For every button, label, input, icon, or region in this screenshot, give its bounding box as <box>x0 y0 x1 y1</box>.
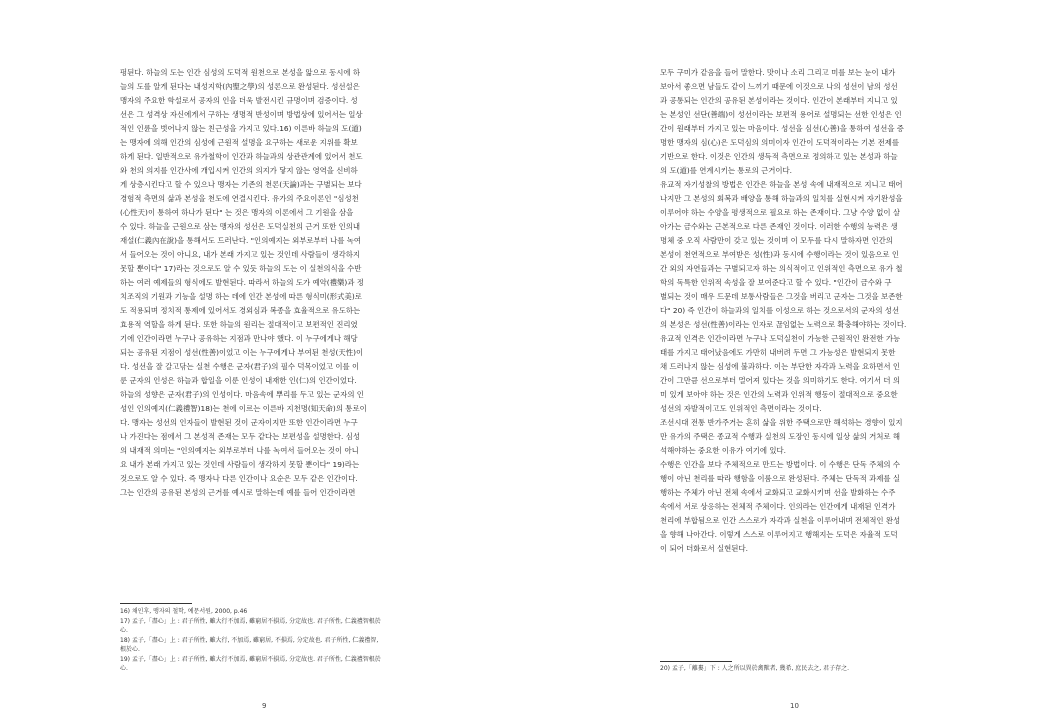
right-footnotes <box>660 664 960 674</box>
text-line: 못할 뿐이다" 17)라는 것으로도 알 수 있듯 하늘의 도는 이 실천의식을 수반 <box>120 264 362 273</box>
text-line: 채 드러나지 않는 심성에 불과하다. 이는 부단한 자각과 노력을 요하면서 인 <box>660 362 901 371</box>
text-line: 기반으로 한다. 이것은 인간의 생득적 측면으로 정의하고 있는 본성과 하늘 <box>660 152 898 161</box>
footnote: 16) 채인후, 맹자의 철학, 예문서원, 2000, p.46 <box>120 608 248 615</box>
text-line: 하게 된다. 일반적으로 유가철학이 인간과 하늘과의 상관관계에 있어서 천도 <box>120 152 363 161</box>
text-line: 효용적 역할을 하게 된다. 또한 하늘의 원리는 절대적이고 보편적인 진리였 <box>120 320 358 329</box>
text-line: 도 적용되며 정치적 통제에 있어서도 경외심과 복종을 효율적으로 유도하는 <box>120 306 361 315</box>
text-line: 치조직의 기원과 기능을 설명 하는 데에 인간 본성에 따른 형식미(形式美)로 <box>120 292 362 301</box>
text-line: 서 들어오는 것이 아니요, 내가 본래 가지고 있는 것인데 사람들이 생각하지 <box>120 250 361 259</box>
footnote: 根於心. <box>120 646 140 653</box>
left-body-text <box>120 66 410 500</box>
right-footnote-rule <box>660 661 732 662</box>
footnote: 心. <box>120 627 128 634</box>
text-line: 는 본성인 선단(善端)이 성선이라는 보편적 용어로 설명되는 선한 인성은 인 <box>660 110 902 119</box>
text-line: 태를 가지고 태어났음에도 가만히 내버려 두면 그 가능성은 발현되지 못한 <box>660 348 896 357</box>
text-line: 간 외의 자연들과는 구별되고자 하는 의식적이고 인위적인 측면으로 유가 철 <box>660 264 903 273</box>
text-line: 간이 원래부터 가지고 있는 마음이다. 성선을 심선(心善)을 통하여 성선을 증 <box>660 124 904 133</box>
text-line: 의 내재적 의미는 "인의예지는 외부로부터 나를 녹여서 들어오는 것이 아니 <box>120 446 359 455</box>
text-line: 맹자의 주요한 학설로서 공자의 인을 더욱 발전시킨 규명이며 검증이다. 성 <box>120 96 358 105</box>
footnote: 20) 孟子,「離婁」下 : 人之所以異於禽獸者, 幾希, 庶民去之, 君子存之. <box>660 665 849 672</box>
text-line: 와 천의 의지를 인간사에 개입시켜 인간의 의지가 닿지 않는 영역을 신비하 <box>120 166 358 175</box>
text-line: 선은 그 성격상 자신에게서 구하는 생명적 반성이며 방법상에 있어서는 일상 <box>120 110 363 119</box>
text-line: 과 공통되는 인간의 공유된 본성이라는 것이다. 인간이 본래부터 지니고 있 <box>660 96 898 105</box>
text-line: 다. 맹자는 성선의 인자들이 발현된 것이 군자이지만 또한 인간이라면 누구 <box>120 418 358 427</box>
text-line: 만 유가의 주택은 종교적 수행과 실천의 도장인 동시에 일상 삶의 거처로 해 <box>660 432 901 441</box>
text-line: 수 있다. 하늘을 근원으로 삼는 맹자의 성선은 도덕실천의 근거 또한 인의내 <box>120 222 361 231</box>
left-footnotes <box>120 607 420 674</box>
right-page <box>530 0 1061 723</box>
text-line: 성인 인의예지(仁義禮智)18)는 천에 이르는 이른바 지천명(知天命)의 통로이 <box>120 404 367 413</box>
text-line: 을 향해 나아간다. 이렇게 스스로 이루어지고 행해지는 도덕은 자율적 도덕 <box>660 530 898 539</box>
text-line: 유교적 인격은 인간이라면 누구나 도덕실천이 가능한 근원적인 완전한 가능 <box>660 334 901 343</box>
text-line: 조선시대 전통 반가주거는 흔히 삶을 위한 주택으로만 해석하는 경향이 있지 <box>660 418 903 427</box>
text-line: 룬 군자의 인성은 하늘과 합일을 이룬 인성이 내재한 인(仁)의 인간이었다. <box>120 376 357 385</box>
text-line: 나지만 그 본성의 회복과 배양을 통해 하늘과의 일치를 실현시켜 자기완성을 <box>660 194 903 203</box>
text-line: 학의 독특한 인위적 속성을 잘 보여준다고 할 수 있다. "인간이 금수와 구 <box>660 278 892 287</box>
footnote: 19) 孟子,「盡心」上 : 君子所性, 雖大行不加焉, 雖窮居不損焉, 分定故也. 君子所性, 仁義禮智根於 <box>120 655 381 663</box>
text-line: 수행은 인간을 보다 주체적으로 만드는 방법이다. 이 수행은 단독 주체의 수 <box>660 460 901 469</box>
text-line: 다. 성선을 잘 갈고닦는 실천 수행은 군자(君子)의 필수 덕목이었고 이를 이 <box>120 362 360 371</box>
text-line: 경험적 측면의 삶과 본성을 천도에 연결시킨다. 유가의 주요이론인 "심성천 <box>120 194 359 203</box>
text-line: 모두 구미가 같음을 들어 말한다. 맛이나 소리 그리고 미를 보는 눈이 내가 <box>660 68 896 77</box>
text-line: 석해야하는 중요한 이유가 여기에 있다. <box>660 446 786 455</box>
text-line: 는 맹자에 의해 인간의 심성에 근원적 설명을 요구하는 새로운 지위를 확보 <box>120 138 358 147</box>
text-line: 속에서 서로 상응하는 전체적 주체이다. 인의라는 인간에게 내재된 인격가 <box>660 502 896 511</box>
page-number-left: 9 <box>262 702 267 710</box>
text-line: 미 있게 보아야 하는 것은 인간의 노력과 인위적 행동이 절대적으로 중요한 <box>660 390 898 399</box>
right-body-text <box>660 66 950 556</box>
text-line: 행이 아닌 천리를 따라 행함을 이룸으로 완성된다. 주체는 단독적 과제를 실 <box>660 474 901 483</box>
text-line: 이루어야 하는 수양을 평생적으로 필요로 하는 존재이다. 그냥 수양 없이 살 <box>660 208 901 217</box>
left-page <box>0 0 530 723</box>
text-line: 요 내가 본래 가지고 있는 것인데 사람들이 생각하지 못할 뿐이다" 19)라는 <box>120 460 360 469</box>
footnote: 心. <box>120 665 128 672</box>
text-line: 되는 공유된 지점이 성선(性善)이었고 이는 누구에게나 부여된 천성(天性)이 <box>120 348 364 357</box>
text-line: 본성이 천연적으로 부여받은 성(性)과 동시에 수행이라는 것이 있음으로 인 <box>660 250 899 259</box>
text-line: 펑된다. 하늘의 도는 인간 심성의 도덕적 원천으로 본성을 앎으로 동시에 하 <box>120 68 361 77</box>
text-line: 하는 여러 예제들의 형식에도 발현된다. 따라서 하늘의 도가 예악(禮樂)과 정 <box>120 278 364 287</box>
page-number-right: 10 <box>790 702 799 710</box>
text-line: 천리에 부합됨으로 인간 스스로가 자각과 실천을 이루어내며 전체적인 완성 <box>660 516 901 525</box>
text-line: 게 상층시킨다고 할 수 있으나 맹자는 기존의 천론(天論)과는 구별되는 보다 <box>120 180 362 189</box>
text-line: 명체 중 오직 사람만이 갖고 있는 것이며 이 모두를 다시 말하자면 인간의 <box>660 236 893 245</box>
text-line: (心性天)이 통하여 하나가 된다" 는 것은 맹자의 이론에서 그 기원을 삼을 <box>120 208 354 217</box>
text-line: 유교적 자기성찰의 방법은 인간은 하늘을 본성 속에 내재적으로 지니고 태어 <box>660 180 903 189</box>
text-line: 이 되어 더화로서 실현된다. <box>660 544 748 553</box>
text-line: 나 가진다는 점에서 그 본성적 존재는 모두 같다는 보편성을 설명한다. 심성 <box>120 432 361 441</box>
footnote: 17) 孟子,「盡心」上 : 君子所性, 雖大行不加焉, 雖窮居不損焉, 分定故也. 君子所性, 仁義禮智根於 <box>120 617 381 625</box>
text-line: 행하는 주체가 아닌 전체 속에서 교화되고 교화시키며 선을 발화하는 수주 <box>660 488 896 497</box>
text-line: 기에 인간이라면 누구나 공유하는 지점과 만나야 했다. 이 누구에게나 해당 <box>120 334 358 343</box>
text-line: 아가는 금수와는 근본적으로 다른 존재인 것이다. 이러한 수행의 능력은 생 <box>660 222 898 231</box>
footnote: 18) 孟子,「盡心」上 : 君子所性, 雖大行, 不加焉, 雖窮居, 不損焉, 分定故也. 君子所性, 仁義禮智, <box>120 636 379 644</box>
text-line: 의 본성은 성선(性善)이라는 인자로 끊임없는 노력으로 확충해야하는 것이다. <box>660 320 907 329</box>
text-line: 의 도(道)를 연계시키는 통로의 근거이다. <box>660 166 792 175</box>
text-line: 간이 그만큼 선으로부터 멀어져 있다는 것을 의미하기도 한다. 여기서 더 의 <box>660 376 901 385</box>
text-line: 별되는 것이 매우 드문데 보통사람들은 그것을 버리고 군자는 그것을 보존한 <box>660 292 903 301</box>
text-line: 보아서 좋으면 남들도 같이 느끼기 때문에 이것으로 나의 성선이 남의 성선 <box>660 82 898 91</box>
text-line: 하늘의 성향은 군자(君子)의 인성이다. 마음속에 뿌리를 두고 있는 군자의 인 <box>120 390 364 399</box>
text-line: 적인 인륜을 벗어나지 않는 친근성을 가지고 있다.16) 이른바 하늘의 도(道) <box>120 124 362 133</box>
text-line: 재설(仁義內在說)을 통해서도 드러난다. "인의예지는 외부로부터 나를 녹여 <box>120 236 362 245</box>
text-line: 그는 인간의 공유된 본성의 근거를 예시로 말하는데 예를 들어 인간이라면 <box>120 488 356 497</box>
text-line: 늘의 도를 알게 된다는 내성지학(內聖之學)의 성론으로 완성된다. 성선설은 <box>120 82 360 91</box>
text-line: 것으로도 알 수 있다. 즉 맹자나 다른 인간이나 요순은 모두 같은 인간이다. <box>120 474 358 483</box>
text-line: 다" 20) 즉 인간이 하늘과의 일치를 이성으로 하는 것으로서의 군자의 성선 <box>660 306 900 315</box>
text-line: 명한 맹자의 심(心)은 도덕심의 의미이자 인간이 도덕적이라는 기본 전제를 <box>660 138 899 147</box>
text-line: 성선의 자발적이고도 인위적인 측면이라는 것이다. <box>660 404 822 413</box>
left-footnote-rule <box>120 603 192 604</box>
